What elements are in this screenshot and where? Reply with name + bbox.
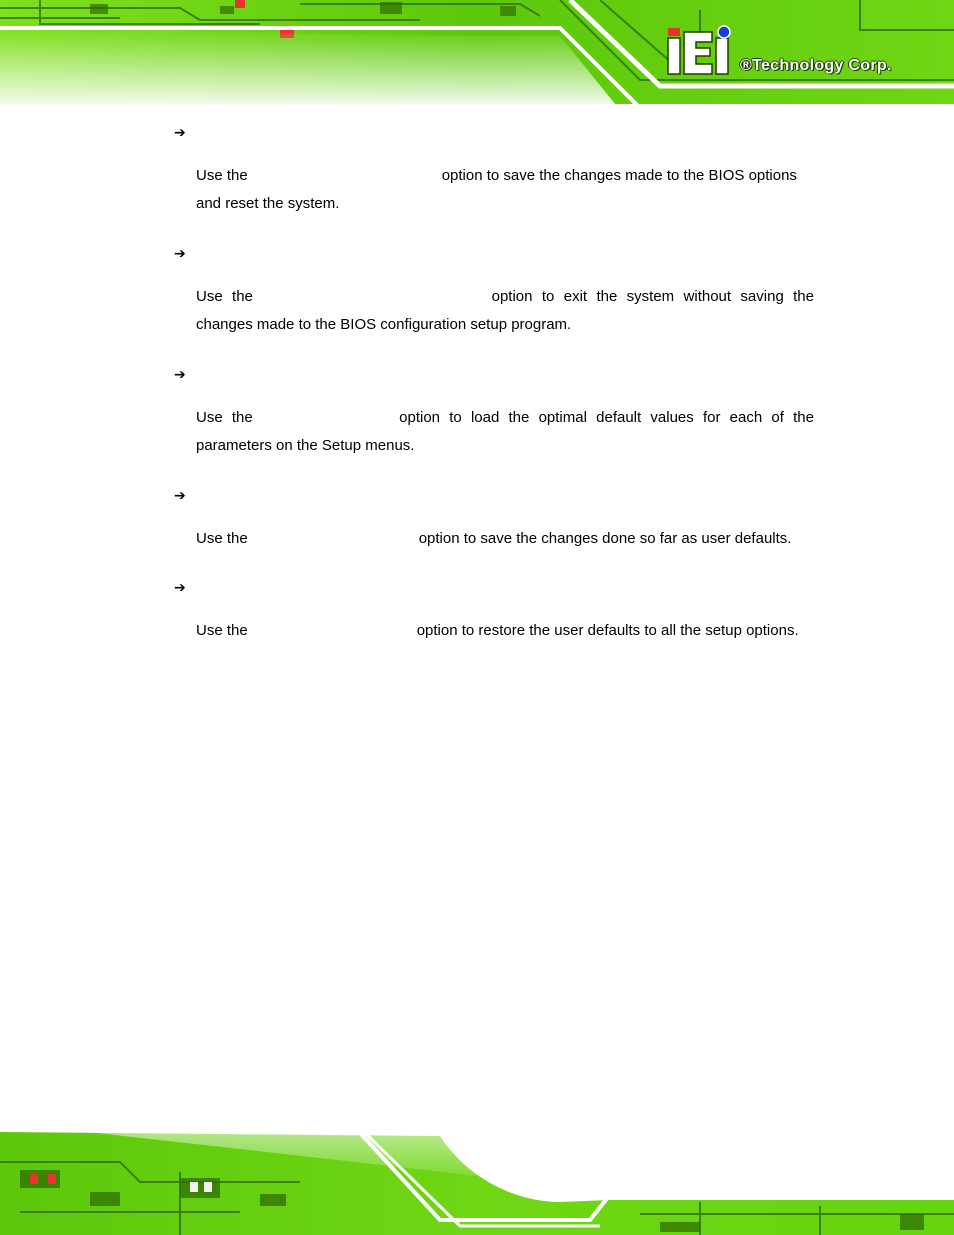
arrow-bullet-icon: ➔: [174, 580, 186, 596]
iei-logo-mark-icon: [664, 24, 734, 76]
arrow-bullet-icon: ➔: [174, 125, 186, 141]
section-5-paragraph: [196, 617, 814, 645]
iei-logo: [664, 24, 934, 86]
paragraph-line: changes made to the BIOS configuration setup program.: [196, 316, 572, 333]
paragraph-line: parameters on the Setup menus.: [196, 437, 415, 454]
arrow-bullet-icon: ➔: [174, 246, 186, 262]
paragraph-line: and reset the system.: [196, 195, 340, 212]
section-2-paragraph: [196, 283, 814, 339]
section-1-paragraph: [196, 162, 814, 218]
paragraph-line: Use the option to save the changes made to the BIOS options: [196, 167, 797, 184]
footer-pcb-banner: [0, 1122, 954, 1235]
section-3-paragraph: [196, 404, 814, 460]
paragraph-line: Use the option to restore the user defaults to all the setup options.: [196, 622, 799, 639]
arrow-bullet-icon: ➔: [174, 367, 186, 383]
paragraph-line: Use the option to exit the system without saving the: [196, 288, 814, 305]
section-4-paragraph: [196, 525, 814, 553]
paragraph-line: Use the option to save the changes done so far as user defaults.: [196, 530, 792, 547]
paragraph-line: Use the option to load the optimal default values for each of the: [196, 409, 814, 426]
brand-text: ®Technology Corp.: [740, 57, 892, 74]
arrow-bullet-icon: ➔: [174, 488, 186, 504]
